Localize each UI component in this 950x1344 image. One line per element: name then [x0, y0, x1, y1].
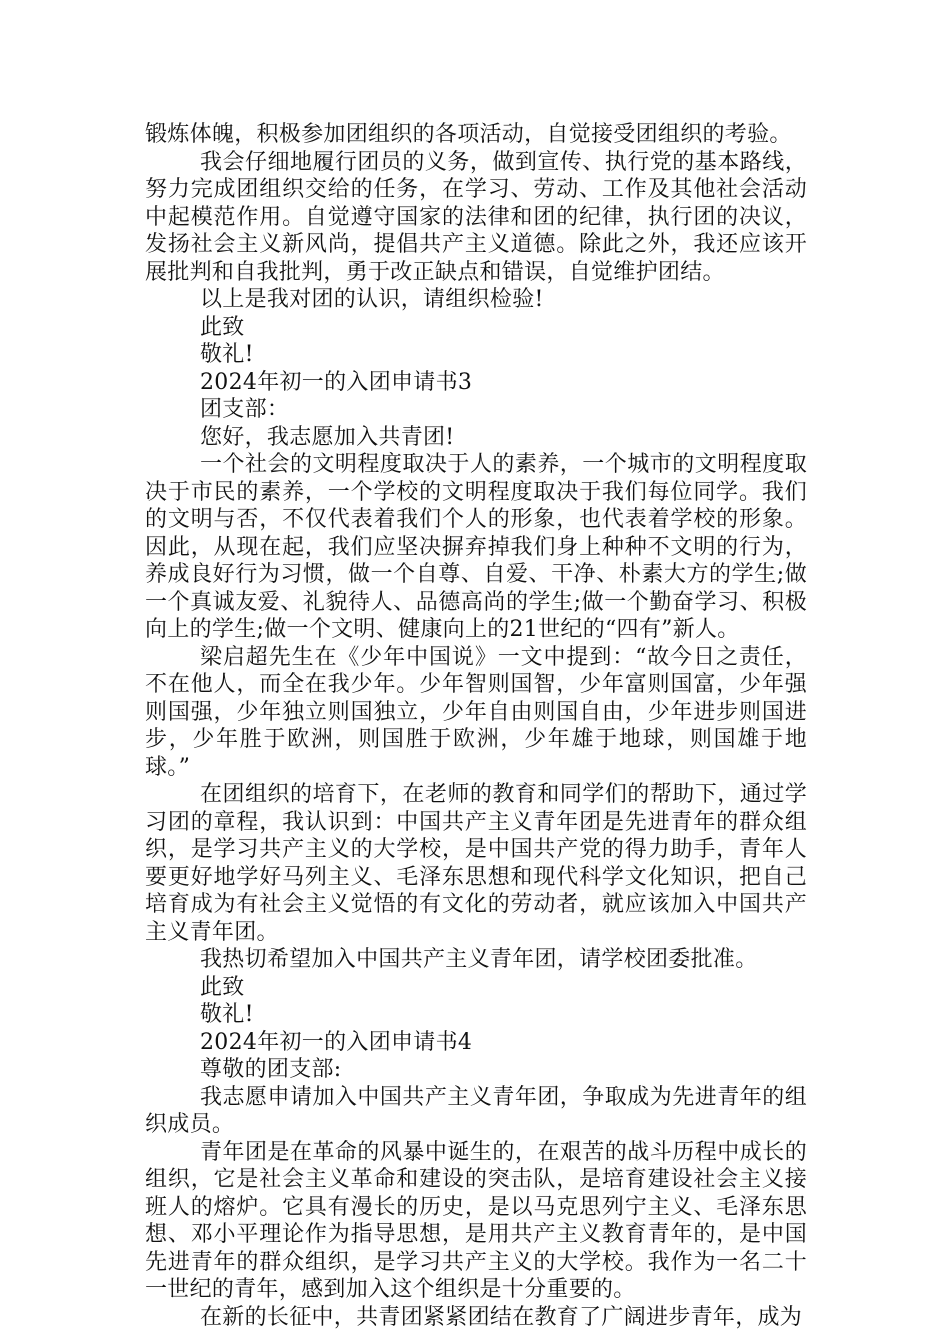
text-line: 我热切希望加入中国共产主义青年团，请学校团委批准。: [200, 947, 758, 972]
paragraph: 一个社会的文明程度取决于人的素养，一个城市的文明程度取决于市民的素养，一个学校的文明程度取决于我们每位同学。我们的文明与否，不仅代表着我们个人的形象，也代表着学校的形象。因此，从现在起，我们应坚决摒弃掉我们身上种种不文明的行为，养成良好行为习惯，做一个自尊、自爱、干净、朴素大方的学生;做一个真诚友爱、礼貌待人、品德高尚的学生;做一个勤奋学习、积极向上的学生;做一个文明、健康向上的21世纪的“四有”新人。: [145, 452, 807, 642]
paragraph: 梁启超先生在《少年中国说》一文中提到：“故今日之责任，不在他人，而全在我少年。少年智则国智，少年富则国富，少年强则国强，少年独立则国独立，少年自由则国自由，少年进步则国进步，少年胜于欧洲，则国胜于欧洲，少年雄于地球，则国雄于地球。”: [145, 644, 807, 780]
text-line: 尊敬的团支部:: [200, 1057, 342, 1082]
text-line: 敬礼!: [200, 342, 254, 367]
text-line: 此致: [200, 314, 245, 340]
paragraph: 我志愿申请加入中国共产主义青年团，争取成为先进青年的组织成员。: [145, 1084, 807, 1137]
paragraph: 我会仔细地履行团员的义务，做到宣传、执行党的基本路线，努力完成团组织交给的任务，在学习、劳动、工作及其他社会活动中起模范作用。自觉遵守国家的法律和团的纪律，执行团的决议，发扬社会主义新风尚，提倡共产主义道德。除此之外，我还应该开展批判和自我批判，勇于改正缺点和错误，自觉维护团结。: [145, 149, 807, 285]
paragraph: 在新的长征中，共青团紧紧团结在教育了广阔进步青年，成为: [200, 1304, 803, 1330]
text-line: 敬礼!: [200, 1002, 254, 1027]
paragraph: 青年团是在革命的风暴中诞生的，在艰苦的战斗历程中成长的组织，它是社会主义革命和建设的突击队，是培育建设社会主义接班人的熔炉。它具有漫长的历史，是以马克思列宁主义、毛泽东思想、邓小平理论作为指导思想，是用共产主义教育青年的，是中国先进青年的群众组织，是学习共产主义的大学校。我作为一名二十一世纪的青年，感到加入这个组织是十分重要的。: [145, 1139, 807, 1302]
text-line: 2024年初一的入团申请书3: [200, 369, 473, 395]
text-line: 团支部：: [200, 397, 290, 422]
paragraph-continuation: 锻炼体魄，积极参加团组织的各项活动，自觉接受团组织的考验。: [145, 122, 792, 147]
text-line: 您好，我志愿加入共青团!: [200, 424, 455, 450]
document-page: [145, 121, 807, 1331]
text-line: 此致: [200, 974, 245, 1000]
text-line: 2024年初一的入团申请书4: [200, 1029, 473, 1055]
paragraph: 在团组织的培育下，在老师的教育和同学们的帮助下，通过学习团的章程，我认识到：中国共产主义青年团是先进青年的群众组织，是学习共产主义的大学校，是中国共产党的得力助手，青年人要更好地学好马列主义、毛泽东思想和现代科学文化知识，把自己培育成为有社会主义觉悟的有文化的劳动者，就应该加入中国共产主义青年团。: [145, 782, 807, 945]
text-line: 以上是我对团的认识，请组织检验!: [200, 287, 544, 312]
